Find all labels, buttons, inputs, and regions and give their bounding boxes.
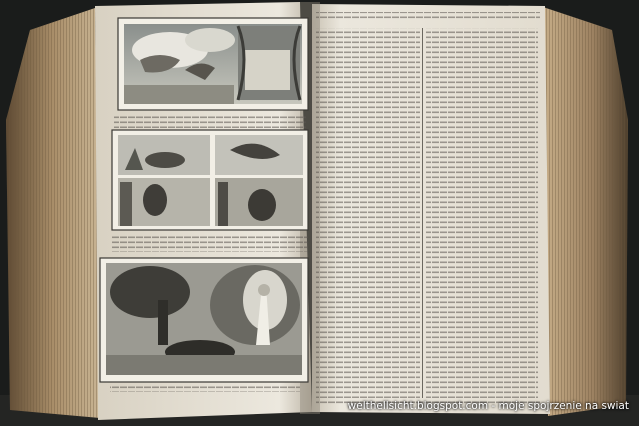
engraving-caption-1 (114, 114, 306, 128)
engraving-panel-bottom (100, 258, 308, 382)
column-divider (422, 28, 423, 398)
engraving-caption-2 (112, 234, 308, 252)
text-column-left (316, 28, 420, 398)
engraving-panel-middle (112, 130, 308, 230)
text-column-right (426, 28, 538, 398)
watermark-caption: welthellsicht.blogspot.com - moje spojrzenie na swiat (347, 400, 629, 412)
engraving-caption-3 (110, 384, 300, 392)
running-head (316, 12, 540, 20)
engraving-panel-top (118, 18, 308, 110)
